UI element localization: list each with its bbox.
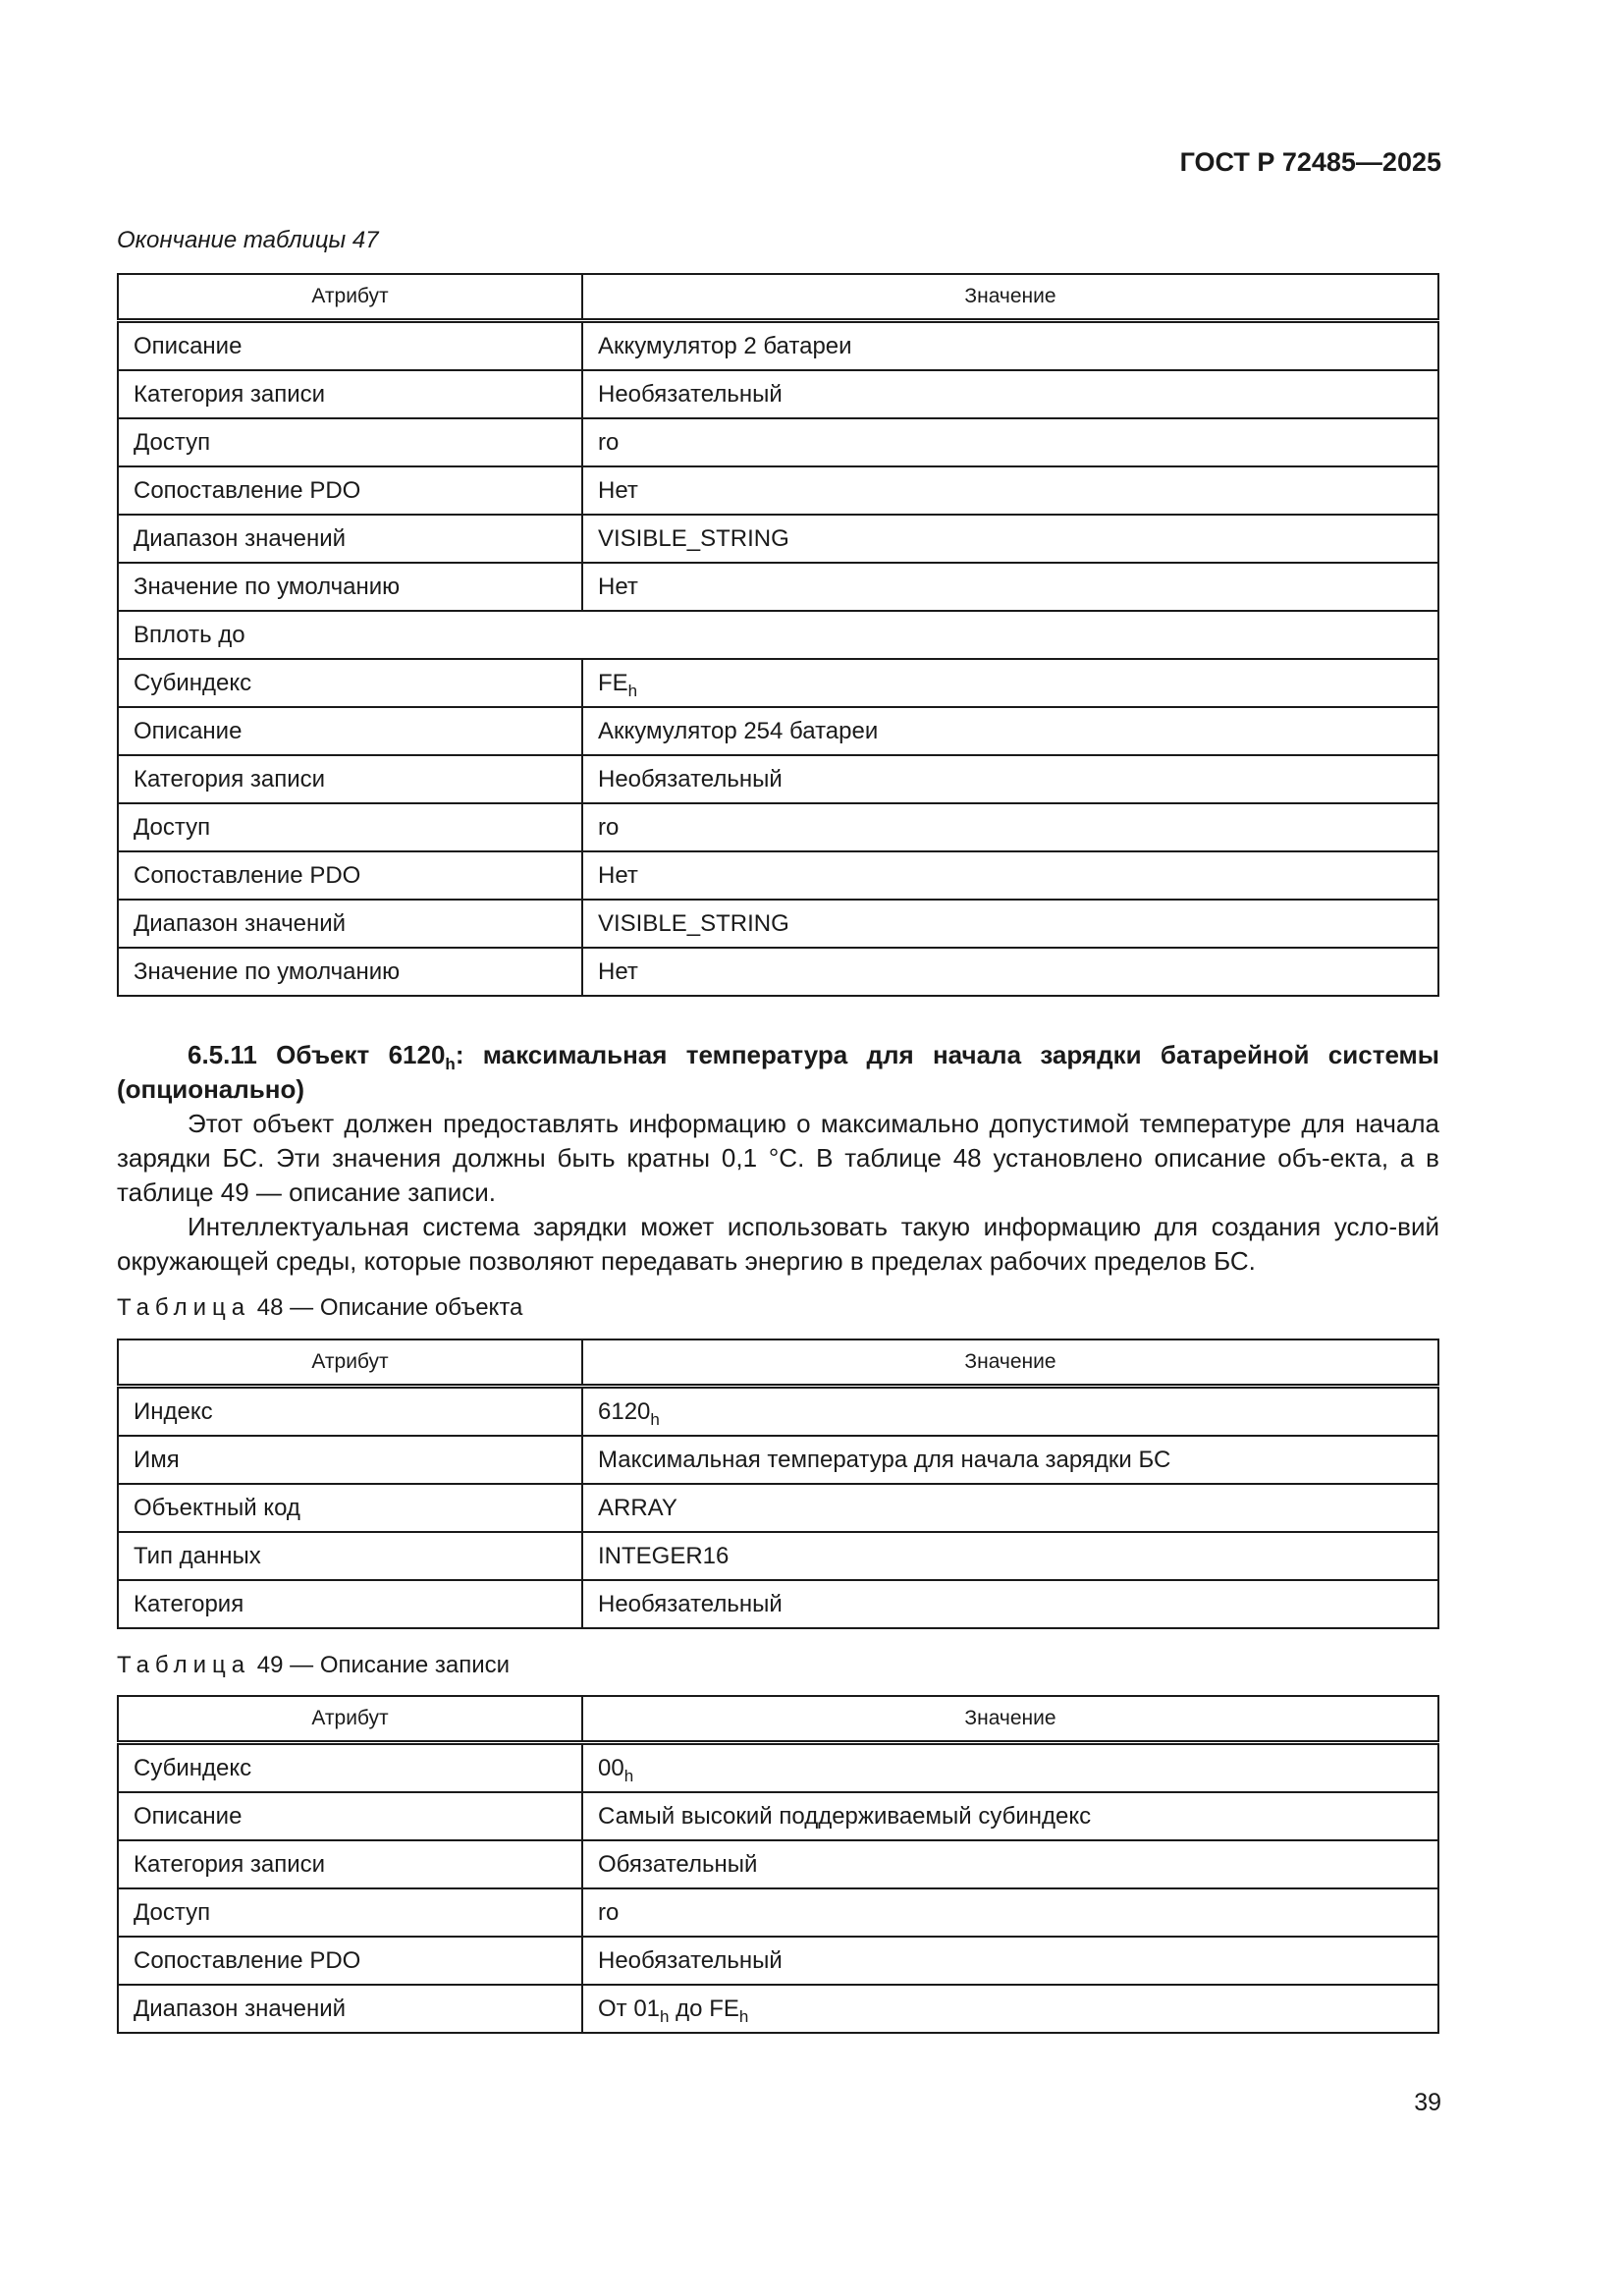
attribute-cell: Описание [118,1792,582,1840]
attribute-cell: Доступ [118,1888,582,1937]
attribute-cell: Значение по умолчанию [118,948,582,996]
attribute-cell: Категория записи [118,370,582,418]
table-row [118,851,1438,900]
value-cell: Аккумулятор 2 батареи [582,321,1438,371]
table-row [118,1743,1438,1793]
attribute-cell: Тип данных [118,1532,582,1580]
table-row [118,659,1438,707]
value-cell: ro [582,418,1438,466]
attribute-cell: Категория [118,1580,582,1628]
table-48 [117,1339,1439,1629]
table-row [118,515,1438,563]
value-cell: INTEGER16 [582,1532,1438,1580]
table-49-caption [117,1652,510,1679]
value-cell: Необязательный [582,370,1438,418]
table-row [118,707,1438,755]
value-cell: Нет [582,466,1438,515]
heading-part: : максимальная температура для начала зарядки батарейной системы (опционально) [117,1040,1439,1104]
paragraph: Этот объект должен предоставлять информацию о максимально допустимой температуре для начала зарядки БС. Эти значения должны быть кратны 0,1 °С. В таблице 48 установлено описание объ-екта, а в таблице 49 — описание записи. [117,1109,1439,1207]
attribute-cell: Имя [118,1436,582,1484]
section-6-5-11 [117,1038,1439,1279]
table-row [118,900,1438,948]
value-cell [582,1387,1438,1437]
value-cell: Необязательный [582,1937,1438,1985]
table-row [118,466,1438,515]
table-row [118,321,1438,371]
table-row [118,1484,1438,1532]
value-cell [582,659,1438,707]
heading-part: 6.5.11 Объект 6120 [188,1040,446,1069]
hex-subscript: h [650,1409,660,1429]
value-cell: Обязательный [582,1840,1438,1888]
column-header-attribute: Атрибут [118,274,582,321]
paragraph: Интеллектуальная система зарядки может использовать такую информацию для создания усло-вий окружающей среды, которые позволяют передавать энергию в пределах рабочих пределов БС. [117,1212,1439,1276]
index-value: 6120 [598,1397,651,1425]
table-row [118,1888,1438,1937]
value-cell [582,1743,1438,1793]
column-header-attribute: Атрибут [118,1696,582,1743]
attribute-cell: Категория записи [118,755,582,803]
table-row [118,370,1438,418]
hex-subscript: h [627,681,638,700]
value-cell: ARRAY [582,1484,1438,1532]
table-row [118,1532,1438,1580]
column-header-value: Значение [582,1339,1438,1387]
table-row [118,1985,1438,2033]
hex-subscript: h [660,2006,670,2026]
range-to: до FE [669,1995,739,2022]
value-cell: VISIBLE_STRING [582,515,1438,563]
value-cell [582,1985,1438,2033]
value-cell: Необязательный [582,755,1438,803]
hex-subscript: h [445,1055,456,1073]
column-header-attribute: Атрибут [118,1339,582,1387]
value-cell: VISIBLE_STRING [582,900,1438,948]
value-cell: Нет [582,563,1438,611]
value-cell: ro [582,803,1438,851]
attribute-cell: Сопоставление PDO [118,1937,582,1985]
table-row [118,1792,1438,1840]
attribute-cell: Объектный код [118,1484,582,1532]
range-from: От 01 [598,1995,661,2022]
value-cell: Максимальная температура для начала зарядки БС [582,1436,1438,1484]
page-number: 39 [1414,2089,1441,2116]
subindex-value: FE [598,669,628,696]
attribute-cell: Диапазон значений [118,515,582,563]
hex-subscript: h [623,1766,634,1785]
table-row [118,948,1438,996]
caption-text: 49 — Описание записи [256,1652,511,1678]
hex-subscript: h [738,2006,749,2026]
table-47-caption: Окончание таблицы 47 [117,227,379,253]
attribute-cell: Категория записи [118,1840,582,1888]
value-cell: ro [582,1888,1438,1937]
attribute-cell: Сопоставление PDO [118,466,582,515]
table-47 [117,273,1439,997]
table-row [118,563,1438,611]
table-row [118,1937,1438,1985]
caption-label: Таблица [117,1652,251,1678]
table-row [118,755,1438,803]
section-heading [117,1038,1439,1107]
value-cell: Нет [582,948,1438,996]
attribute-cell: Значение по умолчанию [118,563,582,611]
table-header-row [118,274,1438,321]
subindex-value: 00 [598,1754,624,1781]
column-header-value: Значение [582,1696,1438,1743]
caption-text: 48 — Описание объекта [256,1294,523,1321]
caption-label: Таблица [117,1294,251,1321]
attribute-cell: Описание [118,707,582,755]
attribute-cell: Диапазон значений [118,1985,582,2033]
table-49 [117,1695,1439,2034]
column-header-value: Значение [582,274,1438,321]
table-row [118,1387,1438,1437]
value-cell: Самый высокий поддерживаемый субиндекс [582,1792,1438,1840]
attribute-cell: Диапазон значений [118,900,582,948]
table-48-caption [117,1294,522,1322]
attribute-cell: Доступ [118,803,582,851]
table-row-span [118,611,1438,659]
attribute-cell: Субиндекс [118,659,582,707]
document-header: ГОСТ Р 72485—2025 [1179,147,1441,177]
table-header-row [118,1339,1438,1387]
value-cell: Аккумулятор 254 батареи [582,707,1438,755]
table-row [118,1840,1438,1888]
table-row [118,1580,1438,1628]
span-cell: Вплоть до [118,611,1438,659]
value-cell: Нет [582,851,1438,900]
attribute-cell: Субиндекс [118,1743,582,1793]
attribute-cell: Сопоставление PDO [118,851,582,900]
attribute-cell: Описание [118,321,582,371]
value-cell: Необязательный [582,1580,1438,1628]
table-row [118,803,1438,851]
table-header-row [118,1696,1438,1743]
attribute-cell: Индекс [118,1387,582,1437]
table-row [118,1436,1438,1484]
table-row [118,418,1438,466]
attribute-cell: Доступ [118,418,582,466]
